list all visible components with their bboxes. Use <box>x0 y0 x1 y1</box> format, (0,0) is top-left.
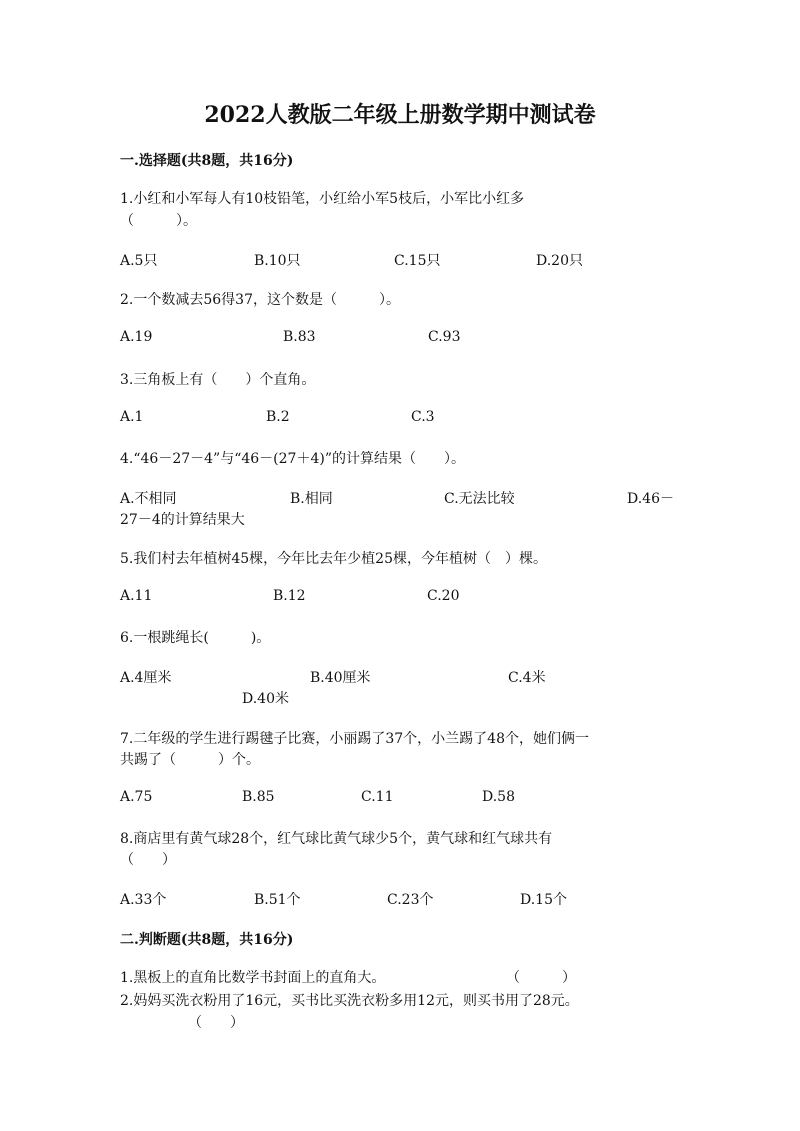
question-2-option-a: A.19 <box>120 329 153 345</box>
question-1-option-d: D.20只 <box>536 253 583 269</box>
question-3-line-1: 3.三角板上有（ ）个直角。 <box>120 372 316 388</box>
question-5-line-1: 5.我们村去年植树45棵，今年比去年少植25棵，今年植树（ ）棵。 <box>120 551 547 567</box>
question-5-option-c: C.20 <box>427 588 460 604</box>
question-6-option-d: D.40米 <box>242 691 289 707</box>
question-7-line-2: 共踢了（ ）个。 <box>120 752 260 768</box>
question-4-option-b: B.相同 <box>290 491 333 507</box>
question-8-option-a: A.33个 <box>120 892 167 908</box>
question-4-option-a: A.不相同 <box>120 491 177 507</box>
question-2-option-b: B.83 <box>283 329 316 345</box>
question-1-line-1: 1.小红和小军每人有10枝铅笔，小红给小军5枝后，小军比小红多 <box>120 191 525 207</box>
question-7-line-1: 7.二年级的学生进行踢毽子比赛，小丽踢了37个，小兰踢了48个，她们俩一 <box>120 731 589 747</box>
question-1-option-a: A.5只 <box>120 253 158 269</box>
question-4-option-d-wrap: 27－4的计算结果大 <box>120 512 245 528</box>
judgment-1-text: 1.黑板上的直角比数学书封面上的直角大。 <box>120 970 386 986</box>
question-6-option-b: B.40厘米 <box>310 670 371 686</box>
question-4-option-c: C.无法比较 <box>444 491 515 507</box>
section-heading-choice: 一.选择题(共8题，共16分) <box>120 153 294 169</box>
question-4-line-1: 4.“46－27－4”与“46－(27＋4)”的计算结果（ ）。 <box>120 451 465 467</box>
question-6-option-c: C.4米 <box>508 670 546 686</box>
question-8-line-2: （ ） <box>120 852 176 868</box>
question-1-option-c: C.15只 <box>394 253 441 269</box>
question-3-option-a: A.1 <box>120 409 144 425</box>
question-1-option-b: B.10只 <box>254 253 301 269</box>
question-2-line-1: 2.一个数减去56得37，这个数是（ ）。 <box>120 292 400 308</box>
judgment-1-blank: （ ） <box>506 970 576 986</box>
page-title: 2022人教版二年级上册数学期中测试卷 <box>204 102 596 128</box>
question-7-option-d: D.58 <box>482 789 515 805</box>
question-8-option-d: D.15个 <box>520 892 567 908</box>
question-8-option-c: C.23个 <box>387 892 434 908</box>
question-3-option-b: B.2 <box>266 409 290 425</box>
question-2-option-c: C.93 <box>428 329 461 345</box>
question-5-option-b: B.12 <box>273 588 306 604</box>
question-6-option-a: A.4厘米 <box>120 670 172 686</box>
question-6-line-1: 6.一根跳绳长( )。 <box>120 630 271 646</box>
section-heading-judgment: 二.判断题(共8题，共16分) <box>120 932 294 948</box>
question-8-line-1: 8.商店里有黄气球28个，红气球比黄气球少5个，黄气球和红气球共有 <box>120 831 553 847</box>
question-7-option-b: B.85 <box>242 789 275 805</box>
question-3-option-c: C.3 <box>411 409 435 425</box>
judgment-2-text: 2.妈妈买洗衣粉用了16元，买书比买洗衣粉多用12元，则买书用了28元。 <box>120 993 579 1009</box>
question-8-option-b: B.51个 <box>254 892 301 908</box>
question-4-option-d: D.46－ <box>627 491 674 507</box>
question-1-line-2: （ ）。 <box>120 213 197 229</box>
question-5-option-a: A.11 <box>120 588 153 604</box>
judgment-2-blank: （ ） <box>188 1015 244 1031</box>
question-7-option-a: A.75 <box>120 789 153 805</box>
question-7-option-c: C.11 <box>361 789 394 805</box>
